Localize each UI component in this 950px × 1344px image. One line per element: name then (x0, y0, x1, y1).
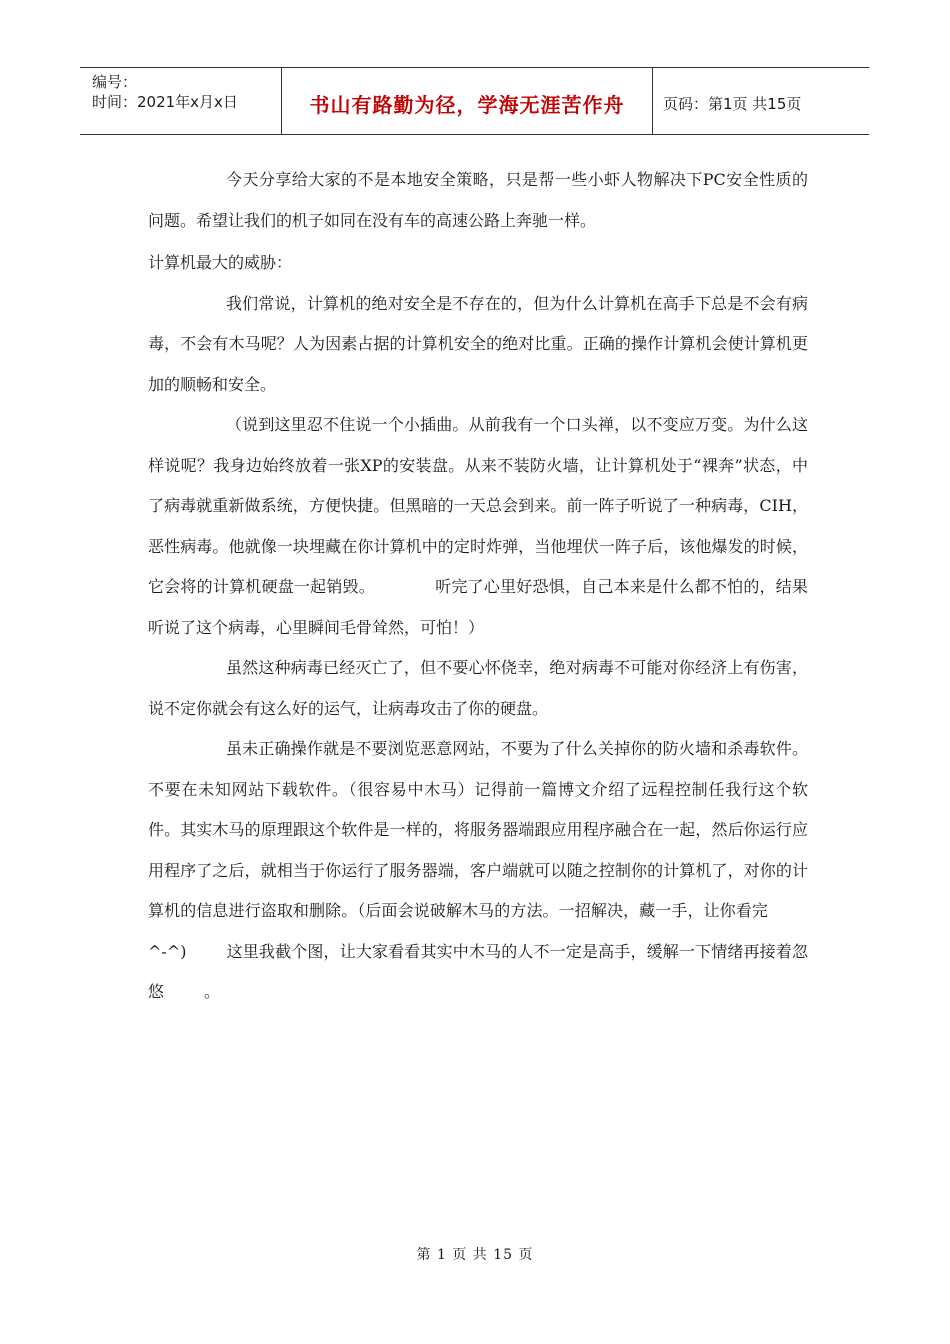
emoticon-text: ^-^) (148, 941, 187, 961)
page-footer: 第 1 页 共 15 页 (416, 1247, 534, 1263)
document-date: 时间：2021年x月x日 (92, 93, 238, 111)
document-body (148, 160, 808, 1013)
paragraph-anecdote (148, 405, 808, 648)
paragraph-intro: 今天分享给大家的不是本地安全策略，只是帮一些小虾人物解决下PC安全性质的问题。希望让我们的机子如同在没有车的高速公路上奔驰一样。 (148, 170, 808, 230)
document-number-label: 编号： (92, 73, 138, 91)
paragraph-safe-operation (148, 729, 808, 1013)
header-meta (80, 68, 281, 134)
anecdote-text: （说到这里忍不住说一个小插曲。从前我有一个口头禅，以不变应万变。为什么这样说呢？我身边始终放着一张XP的安装盘。从来不装防火墙，让计算机处于“裸奔”状态，中了病毒就重新做系统，方便快捷。但黑暗的一天总会到来。前一阵子听说了一种病毒，CIH，恶性病毒。他就像一块埋藏在你计算机中的定时炸弹，当他埋伏一阵子后，该他爆发的时候，它会将的计算机硬盘一起销毁。 (148, 415, 808, 596)
safe-operation-text-continued: 这里我截个图，让大家看看其实中木马的人不一定是高手，缓解一下情绪再接着忽悠 (148, 941, 808, 1001)
header-motto: 书山有路勤为径，学海无涯苦作舟 (281, 68, 653, 134)
paragraph-absolute-security: 我们常说，计算机的绝对安全是不存在的，但为什么计算机在高手下总是不会有病毒，不会有木马呢？人为因素占据的计算机安全的绝对比重。正确的操作计算机会使计算机更加的顺畅和安全。 (148, 293, 808, 394)
anecdote-text-continued: 听完了心里好恐惧，自己本来是什么都不怕的，结果听说了这个病毒，心里瞬间毛骨耸然，可怕！） (148, 577, 808, 637)
paragraph-virus-warning: 虽然这种病毒已经灭亡了，但不要心怀侥幸，绝对病毒不可能对你经济上有伤害，说不定你就会有这么好的运气，让病毒攻击了你的硬盘。 (148, 658, 808, 718)
safe-operation-text: 虽未正确操作就是不要浏览恶意网站，不要为了什么关掉你的防火墙和杀毒软件。不要在未知网站下载软件。（很容易中木马）记得前一篇博文介绍了远程控制任我行这个软件。其实木马的原理跟这个软件是一样的，将服务器端跟应用程序融合在一起，然后你运行应用程序了之后，就相当于你运行了服务器端，客户端就可以随之控制你的计算机了，对你的计算机的信息进行盗取和删除。（后面会说破解木马的方法。一招解决，藏一手，让你看完 (148, 739, 808, 920)
paragraph-end-mark: 。 (204, 982, 221, 1001)
header-page-info: 页码：第1页 共15页 (663, 94, 802, 113)
paragraph-threat-heading: 计算机最大的威胁： (148, 253, 293, 272)
page-header (80, 67, 869, 135)
